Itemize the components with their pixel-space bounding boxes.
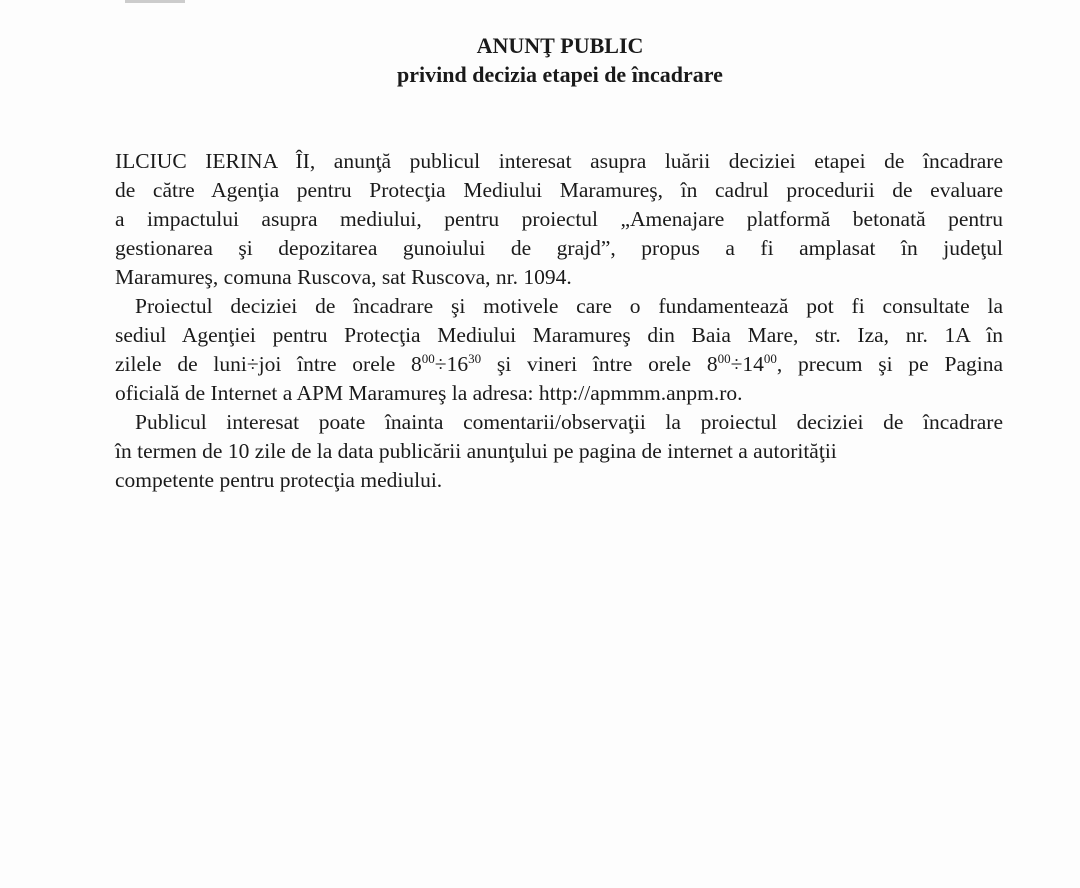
document-title: ANUNŢ PUBLIC [476,33,644,58]
text-line: gestionarea şi depozitarea gunoiului de grajd”, propus a fi amplasat în judeţul [115,236,1003,260]
text-line: sediul Agenţiei pentru Protecţia Mediului Maramureş din Baia Mare, str. Iza, nr. 1A în [115,323,1003,347]
superscript: 00 [421,351,435,366]
scan-artifact [125,0,185,3]
text-line: Maramureş, comuna Ruscova, sat Ruscova, nr. 1094. [115,265,572,289]
superscript: 00 [717,351,731,366]
text-line: a impactului asupra mediului, pentru proiectul „Amenajare platformă betonată pentru [115,207,1003,231]
text-segment: ÷14 [730,352,764,376]
text-segment: zilele de luni÷joi între orele 8 [115,352,422,376]
text-line: oficială de Internet a APM Maramureş la adresa: http://apmmm.anpm.ro. [115,381,743,405]
text-line: ILCIUC IERINA ÎI, anunţă publicul interesat asupra luării deciziei etapei de încadrare [115,149,1003,173]
text-line: competente pentru protecţia mediului. [115,468,443,492]
text-line: Publicul interesat poate înainta comentarii/observaţii la proiectul deciziei de încadrare [135,410,1003,434]
text-segment: ÷16 [434,352,469,376]
hours-line [115,350,1003,379]
text-segment: şi vineri între orele 8 [481,352,718,376]
text-line: în termen de 10 zile de la data publicării anunţului pe pagina de internet a autorităţii [115,439,837,463]
text-line: de către Agenţia pentru Protecţia Mediului Maramureş, în cadrul procedurii de evaluare [115,178,1003,202]
text-line: Proiectul deciziei de încadrare şi motivele care o fundamentează pot fi consultate la [135,294,1003,318]
superscript: 30 [468,351,482,366]
document-subtitle: privind decizia etapei de încadrare [397,62,723,87]
text-segment: , precum şi pe Pagina [776,352,1004,376]
superscript: 00 [763,351,777,366]
